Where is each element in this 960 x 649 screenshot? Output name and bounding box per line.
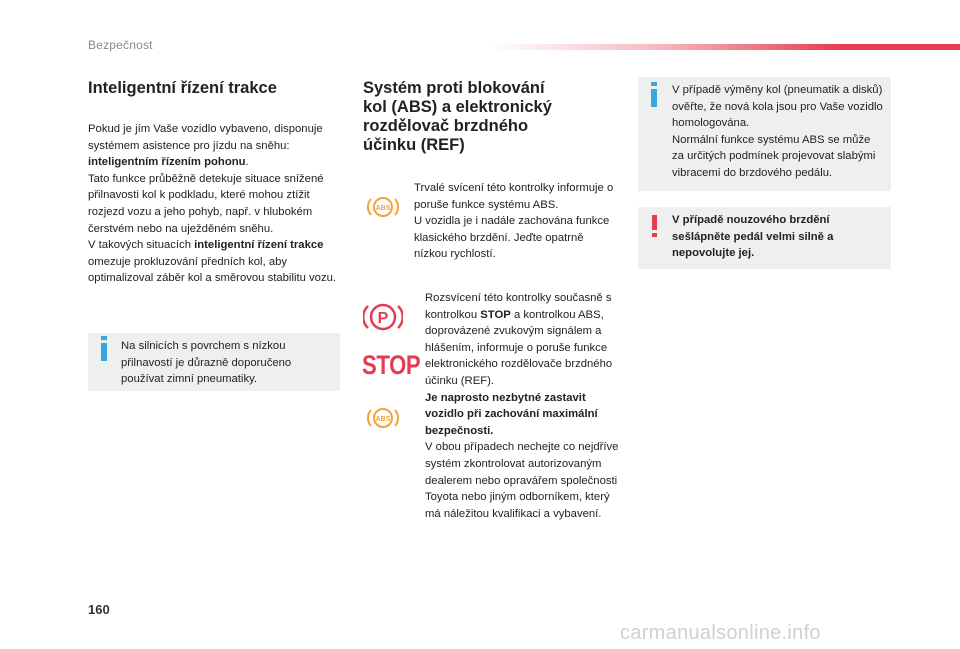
abs-lamp-description bbox=[414, 180, 614, 263]
abs-warning-lamp-icon-2 bbox=[365, 405, 401, 431]
traction-p1: Pokud je jím Vaše vozidlo vybaveno, disponuje systémem asistence pro jízdu na sněhu: bbox=[88, 123, 323, 152]
watermark: carmanualsonline.info bbox=[620, 622, 821, 644]
warning-icon bbox=[652, 215, 657, 230]
header-accent-bar bbox=[490, 44, 960, 50]
traction-p2: Tato funkce průběžně detekuje situace snížené přilnavosti kol k podkladu, které mohou ztížit rozjezd vozu a jeho pohyb, např. v hlubokém čerstvém nebo na uježděném sněhu. bbox=[88, 172, 324, 235]
abs-lamp-label-2: ABS bbox=[375, 416, 391, 423]
abs-title-line-1: Systém proti blokování bbox=[363, 79, 545, 97]
traction-body bbox=[88, 121, 343, 287]
wheel-change-text-2: Normální funkce systému ABS se může za určitých podmínek projevovat slabými vibracemi do brzdového pedálu. bbox=[672, 133, 876, 179]
wheel-change-text-1: V případě výměny kol (pneumatik a disků) ověřte, že nová kola jsou pro Vaše vozidlo homologována. bbox=[672, 84, 883, 130]
traction-p3-bold: inteligentní řízení trakce bbox=[194, 239, 324, 252]
traction-p1-bold: inteligentním řízením pohonu bbox=[88, 156, 246, 169]
section-label: Bezpečnost bbox=[88, 38, 153, 52]
abs-lamp-label: ABS bbox=[375, 205, 391, 212]
traction-title: Inteligentní řízení trakce bbox=[88, 79, 277, 97]
traction-p1-end: . bbox=[245, 156, 249, 169]
ref-text-stop: STOP bbox=[480, 308, 511, 321]
ref-text-tail: V obou případech nechejte co nejdříve systém zkontrolovat autorizovaným dealerem nebo opravářem společnosti Toyota nebo jiným odborníkem, který má náležitou kvalifikaci a vybavení. bbox=[425, 441, 619, 520]
parking-lamp-letter: P bbox=[377, 310, 389, 327]
abs-title bbox=[363, 79, 603, 155]
info-icon bbox=[101, 343, 107, 361]
emergency-braking-warning-text: V případě nouzového brzdění sešlápněte pedál velmi silně a nepovolujte jej. bbox=[672, 214, 834, 260]
abs-lamp-text-1: Trvalé svícení této kontrolky informuje o poruše funkce systému ABS. bbox=[414, 182, 614, 211]
stop-lamp-icon: STOP bbox=[362, 350, 421, 380]
info-icon-2 bbox=[651, 89, 657, 107]
winter-tyres-info-box bbox=[88, 333, 340, 391]
warning-icon-dot bbox=[652, 233, 657, 237]
traction-p3-end: omezuje prokluzování předních kol, aby optimalizoval záběr kol a směrovou stabilitu vozu. bbox=[88, 255, 337, 285]
traction-p3-start: V takových situacích bbox=[88, 239, 191, 252]
page-number: 160 bbox=[88, 602, 110, 617]
ref-text-bold: Je naprosto nezbytné zastavit vozidlo při zachování maximální bezpečnosti. bbox=[425, 391, 598, 437]
winter-tyres-info-text: Na silnicích s povrchem s nízkou přilnavostí je důrazně doporučeno používat zimní pneumatiky. bbox=[121, 340, 292, 386]
abs-title-line-4: účinku (REF) bbox=[363, 136, 465, 154]
abs-warning-lamp-icon bbox=[365, 194, 401, 220]
ref-text-end: a kontrolkou ABS, doprovázené zvukovým signálem a hlášením, informuje o poruše funkce elektronického rozdělovače brzdného účinku (REF). bbox=[425, 308, 613, 387]
ref-text-start: Rozsvícení této kontrolky současně s kontrolkou bbox=[425, 292, 612, 321]
abs-lamp-text-2: U vozidla je i nadále zachována funkce klasického brzdění. Jeďte opatrně nízkou rychlostí. bbox=[414, 215, 610, 261]
abs-title-line-2: kol (ABS) a elektronický bbox=[363, 98, 552, 116]
wheel-change-info-box bbox=[638, 77, 891, 191]
wheel-change-info-text bbox=[672, 82, 884, 182]
emergency-braking-warning-box bbox=[638, 207, 891, 269]
parking-brake-lamp-icon bbox=[363, 300, 403, 334]
ref-lamp-description bbox=[425, 290, 619, 522]
abs-title-line-3: rozdělovač brzdného bbox=[363, 117, 529, 135]
